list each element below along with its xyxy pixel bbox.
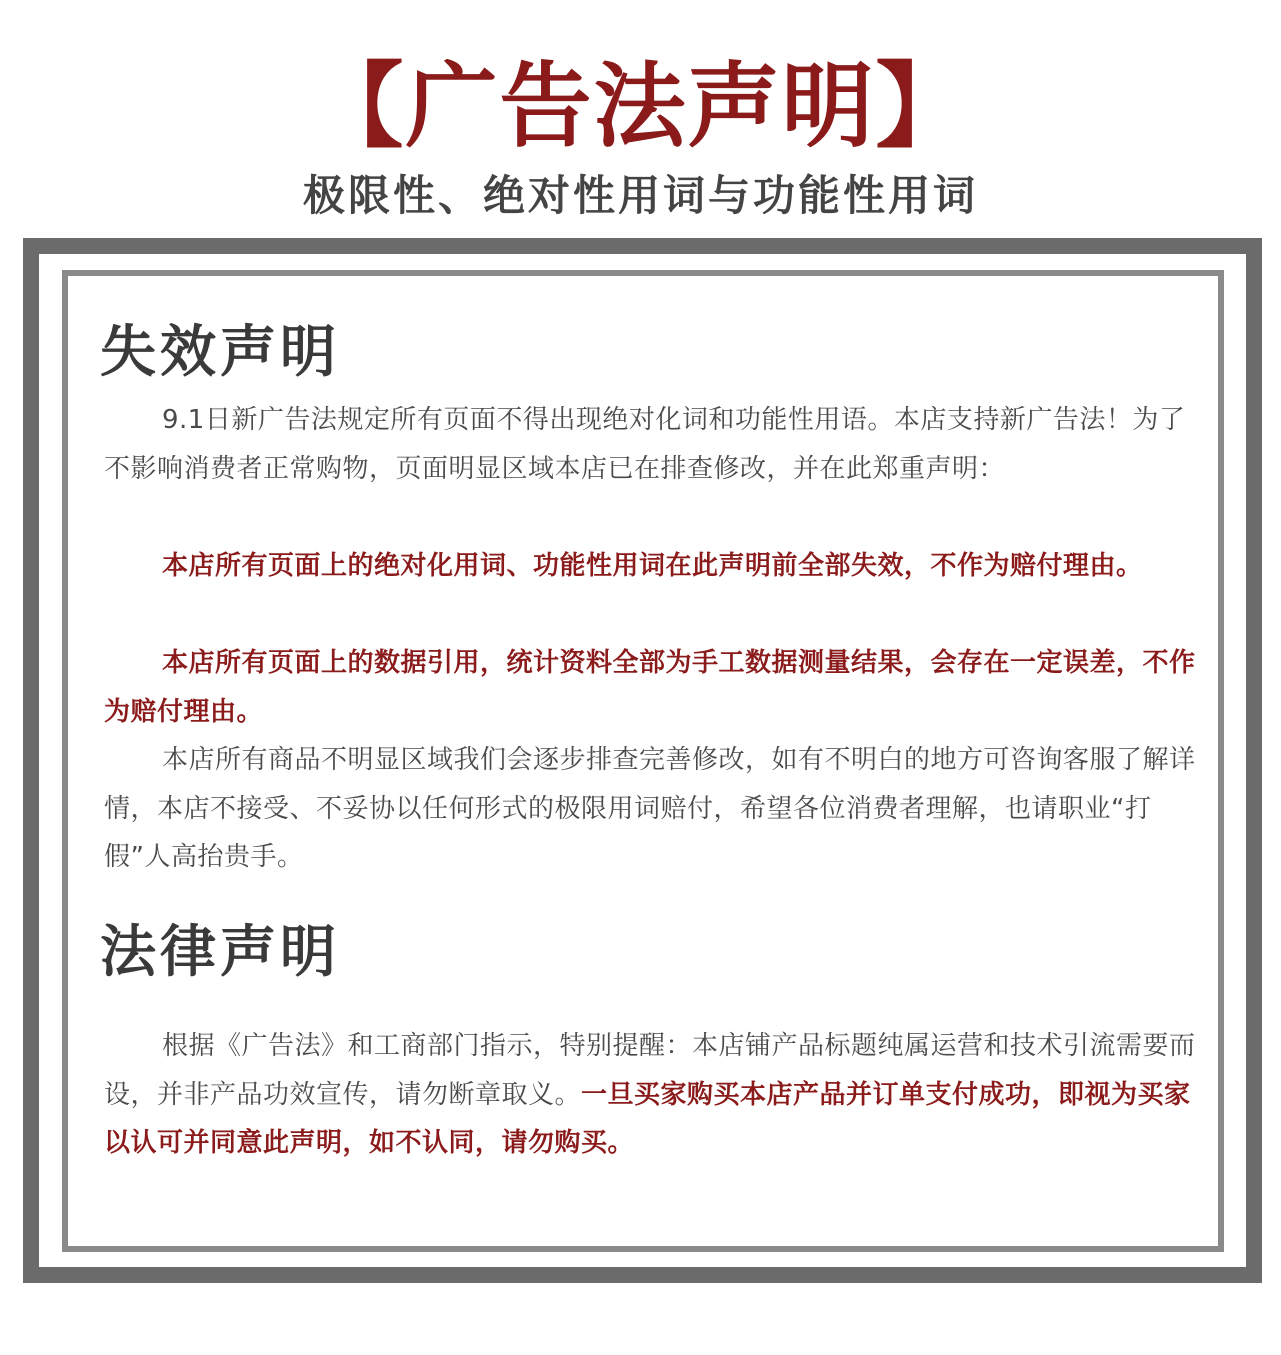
invalidation-heading: 失效声明 <box>100 320 340 385</box>
legal-paragraph <box>104 1022 1208 1168</box>
invalidation-paragraph-review: 本店所有商品不明显区域我们会逐步排查完善修改，如有不明白的地方可咨询客服了解详情，本店不接受、不妥协以任何形式的极限用词赔付，希望各位消费者理解，也请职业“打假”人高抬贵手。 <box>104 745 1196 872</box>
page-title: 【广告法声明】 <box>311 53 970 160</box>
invalidation-paragraph-wording: 本店所有页面上的绝对化用词、功能性用词在此声明前全部失效，不作为赔付理由。 <box>162 551 1143 581</box>
invalidation-paragraph-intro: 9.1日新广告法规定所有页面不得出现绝对化词和功能性用语。本店支持新广告法！为了不影响消费者正常购物，页面明显区域本店已在排查修改，并在此郑重声明： <box>104 405 1186 484</box>
legal-paragraph-normal: 根据《广告法》和工商部门指示，特别提醒：本店铺产品标题纯属运营和技术引流需要而设，并非产品功效宣传，请勿断章取义。 <box>104 1031 1196 1110</box>
legal-paragraph-emphasis: 一旦买家购买本店产品并订单支付成功，即视为买家以认可并同意此声明，如不认同，请勿购买。 <box>104 1079 1191 1158</box>
legal-heading: 法律声明 <box>100 920 340 985</box>
page-subtitle: 极限性、绝对性用词与功能性用词 <box>302 171 978 220</box>
invalidation-paragraph-data: 本店所有页面上的数据引用，统计资料全部为手工数据测量结果，会存在一定误差，不作为赔付理由。 <box>104 648 1196 727</box>
